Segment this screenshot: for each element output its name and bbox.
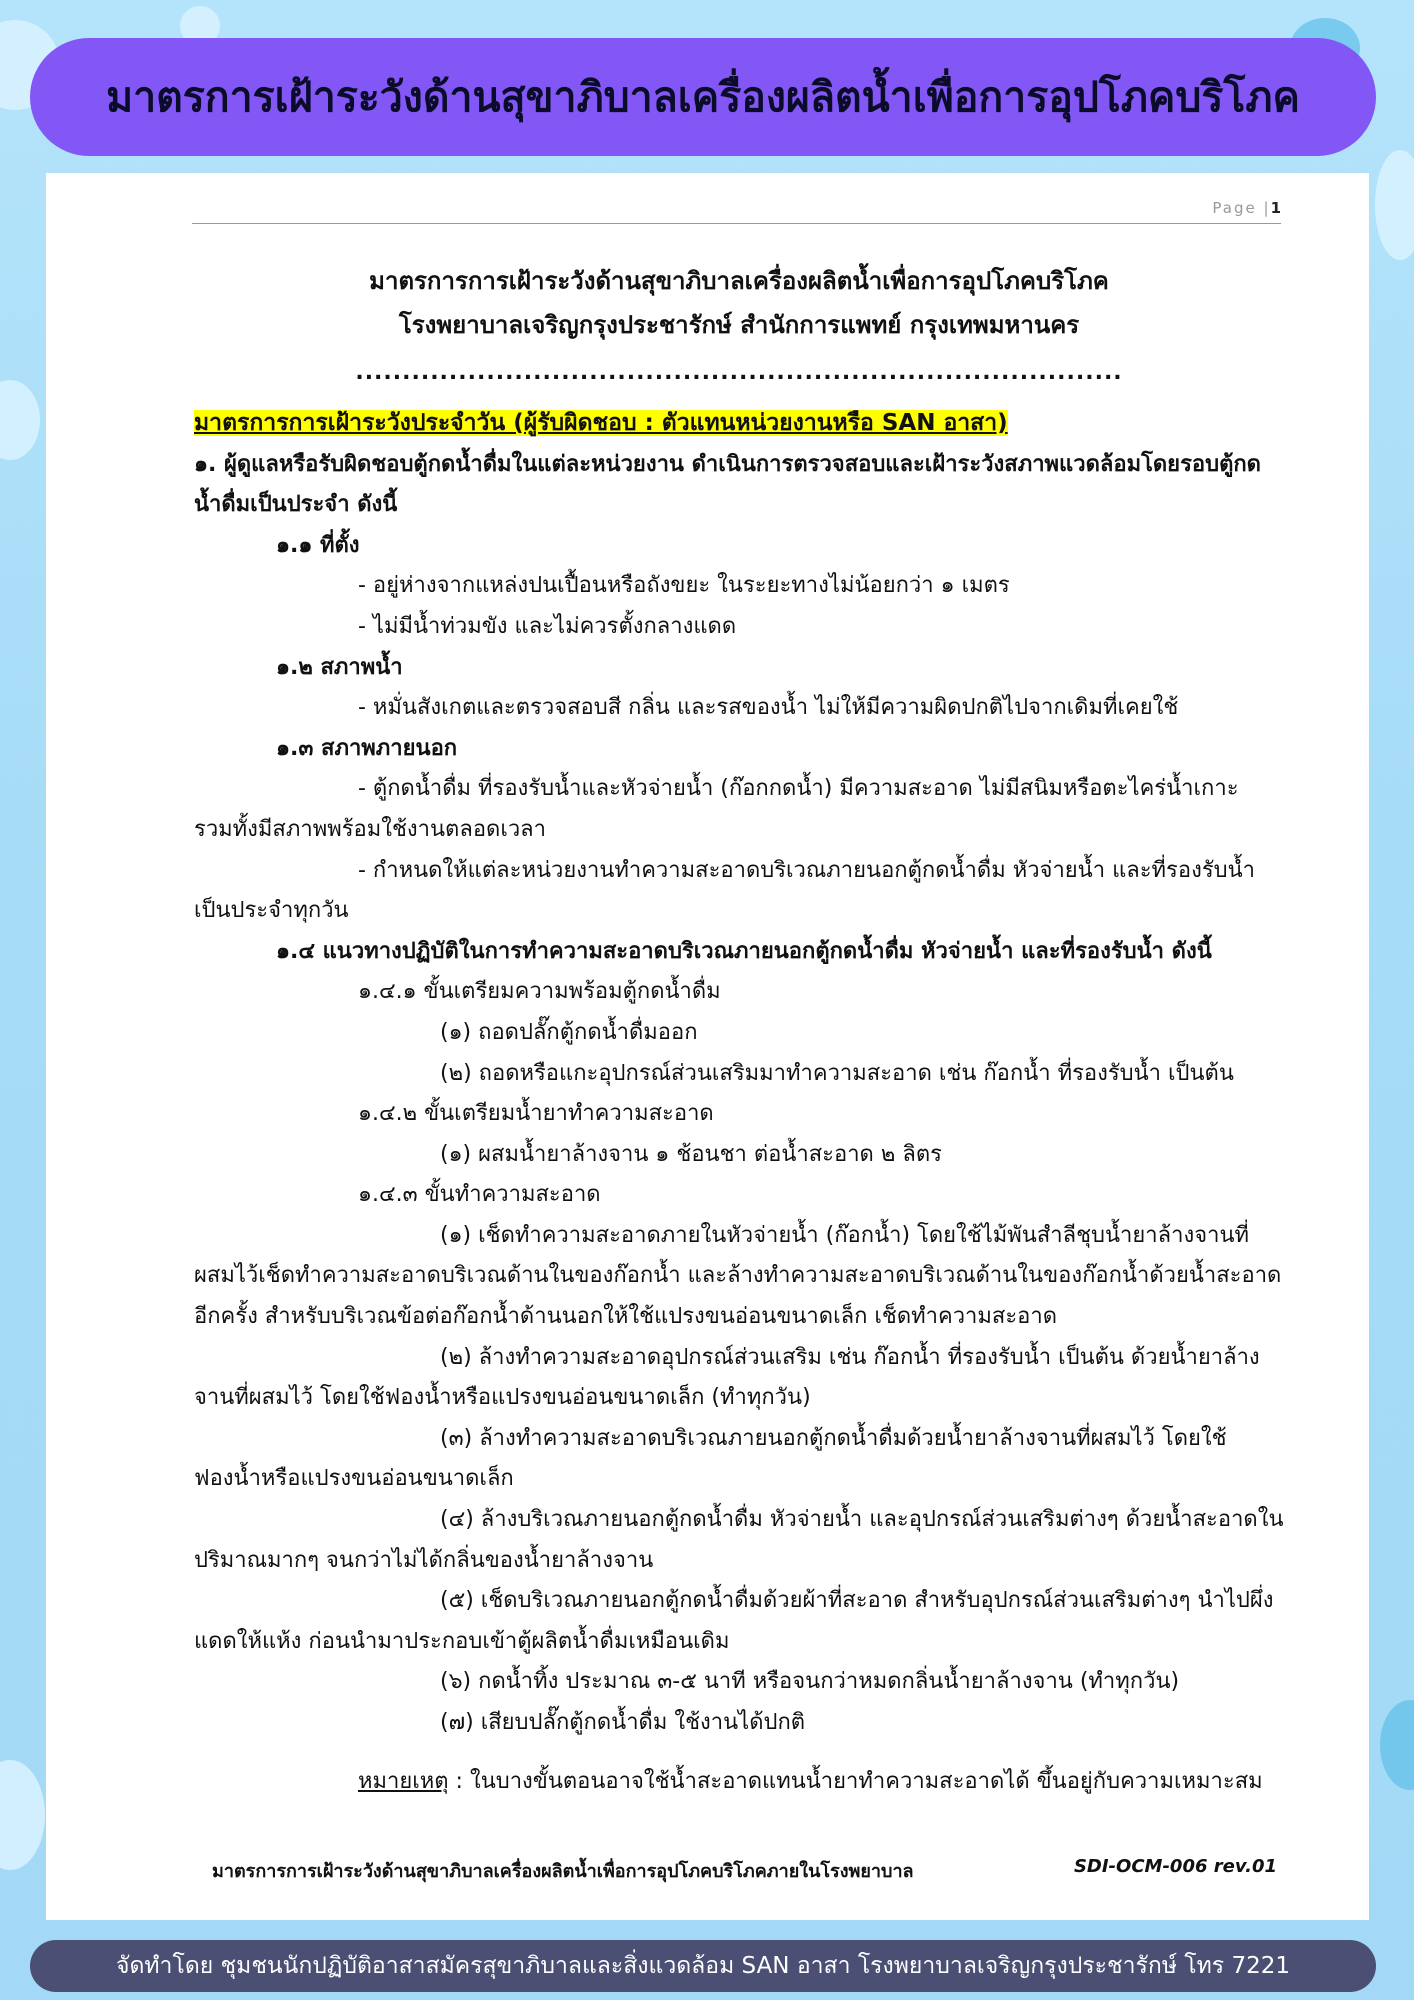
water-splash-decoration (0, 380, 40, 460)
bullet-1-3-a: - ตู้กดน้ำดื่ม ที่รองรับน้ำและหัวจ่ายน้ำ (ก๊อกกดน้ำ) มีความสะอาด ไม่มีสนิมหรือตะไคร่น้ำเกาะ รวมทั้งมีสภาพพร้อมใช้งานตลอดเวลา (194, 776, 1239, 842)
step-1-4-1-2: (๒) ถอดหรือแกะอุปกรณ์ส่วนเสริมมาทำความสะอาด เช่น ก๊อกน้ำ ที่รองรับน้ำ เป็นต้น (440, 1060, 1234, 1086)
water-splash-decoration (0, 1760, 45, 1870)
step-1-4-3-6: (๖) กดน้ำทิ้ง ประมาณ ๓-๕ นาที หรือจนกว่าหมดกลิ่นน้ำยาล้างจาน (ทำทุกวัน) (440, 1669, 1180, 1695)
title-separator: .................................................................................. (355, 360, 1123, 385)
heading-1-2: ๑.๒ สภาพน้ำ (276, 654, 403, 680)
heading-1-4-2: ๑.๔.๒ ขั้นเตรียมน้ำยาทำความสะอาด (358, 1101, 714, 1127)
step-1-4-3-4: (๔) ล้างบริเวณภายนอกตู้กดน้ำดื่ม หัวจ่ายน้ำ และอุปกรณ์ส่วนเสริมต่างๆ ด้วยน้ำสะอาดในปริมาณมากๆ จนกว่าไม่ได้กลิ่นของน้ำยาล้างจาน (194, 1507, 1284, 1573)
heading-1-4: ๑.๔ แนวทางปฏิบัติในการทำความสะอาดบริเวณภายนอกตู้กดน้ำดื่ม หัวจ่ายน้ำ และที่รองรับน้ำ ดังนี้ (276, 938, 1212, 964)
title-banner (30, 38, 1376, 156)
document-code: SDI-OCM-006 rev.01 (1073, 1856, 1277, 1877)
step-1-4-3-7: (๗) เสียบปลั๊กตู้กดน้ำดื่ม ใช้งานได้ปกติ (440, 1710, 806, 1735)
section-heading: มาตรการการเฝ้าระวังประจำวัน (ผู้รับผิดชอบ : ตัวแทนหน่วยงานหรือ SAN อาสา) (194, 410, 1008, 436)
bullet-1-1-b: - ไม่มีน้ำท่วมขัง และไม่ควรตั้งกลางแดด (358, 613, 737, 639)
page-word: Page (1212, 199, 1257, 217)
document-footer (212, 1856, 1277, 1885)
bullet-1-1-a: - อยู่ห่างจากแหล่งปนเปื้อนหรือถังขยะ ในระยะทางไม่น้อยกว่า ๑ เมตร (358, 573, 1010, 599)
banner-title: มาตรการเฝ้าระวังด้านสุขาภิบาลเครื่องผลิตน้ำเพื่อการอุปโภคบริโภค (106, 72, 1300, 121)
water-splash-decoration (1375, 150, 1414, 260)
step-1-4-3-5: (๕) เช็ดบริเวณภายนอกตู้กดน้ำดื่มด้วยผ้าที่สะอาด สำหรับอุปกรณ์ส่วนเสริมต่างๆ นำไปผึ่งแดดให้แห้ง ก่อนนำมาประกอบเข้าตู้ผลิตน้ำดื่มเหมือนเดิม (194, 1588, 1274, 1654)
doc-title-line1: มาตรการการเฝ้าระวังด้านสุขาภิบาลเครื่องผลิตน้ำเพื่อการอุปโภคบริโภค (369, 267, 1109, 295)
note-label: หมายเหตุ (358, 1768, 449, 1794)
bullet-1-2-a: - หมั่นสังเกตและตรวจสอบสี กลิ่น และรสของน้ำ ไม่ให้มีความผิดปกติไปจากเดิมที่เคยใช้ (358, 695, 1179, 721)
credit-bar (30, 1940, 1376, 1992)
item-1: ๑. ผู้ดูแลหรือรับผิดชอบตู้กดน้ำดื่มในแต่ละหน่วยงาน ดำเนินการตรวจสอบและเฝ้าระวังสภาพแวดล้อมโดยรอบตู้กดน้ำดื่มเป็นประจำ ดังนี้ (194, 451, 1261, 518)
step-1-4-2-1: (๑) ผสมน้ำยาล้างจาน ๑ ช้อนชา ต่อน้ำสะอาด ๒ ลิตร (440, 1141, 942, 1167)
header-rule (192, 223, 1281, 224)
heading-1-4-1: ๑.๔.๑ ขั้นเตรียมความพร้อมตู้กดน้ำดื่ม (358, 979, 721, 1005)
document-body (194, 259, 1284, 1802)
heading-1-3: ๑.๓ สภาพภายนอก (276, 735, 458, 761)
step-1-4-3-1: (๑) เช็ดทำความสะอาดภายในหัวจ่ายน้ำ (ก๊อกน้ำ) โดยใช้ไม้พันสำลีชุบน้ำยาล้างจานที่ผสมไว้เช็ดทำความสะอาดบริเวณด้านในของก๊อกน้ำ และล้างทำความสะอาดบริเวณด้านในของก๊อกน้ำด้วยน้ำสะอาดอีกครั้ง สำหรับบริเวณข้อต่อก๊อกน้ำด้านนอกให้ใช้แปรงขนอ่อนขนาดเล็ก เช็ดทำความสะอาด (194, 1222, 1282, 1330)
note (194, 1762, 1284, 1803)
page-number-value: 1 (1270, 199, 1281, 217)
water-splash-decoration (1380, 1700, 1414, 1790)
step-1-4-3-3: (๓) ล้างทำความสะอาดบริเวณภายนอกตู้กดน้ำดื่มด้วยน้ำยาล้างจานที่ผสมไว้ โดยใช้ฟองน้ำหรือแปรงขนอ่อนขนาดเล็ก (194, 1425, 1227, 1492)
step-1-4-3-2: (๒) ล้างทำความสะอาดอุปกรณ์ส่วนเสริม เช่น ก๊อกน้ำ ที่รองรับน้ำ เป็นต้น ด้วยน้ำยาล้างจานที่ผสมไว้ โดยใช้ฟองน้ำหรือแปรงขนอ่อนขนาดเล็ก (ทำทุกวัน) (194, 1344, 1260, 1411)
credit-text: จัดทำโดย ชุมชนนักปฏิบัติอาสาสมัครสุขาภิบาลและสิ่งแวดล้อม SAN อาสา โรงพยาบาลเจริญกรุงประชารักษ์ โทร 7221 (115, 1953, 1291, 1979)
note-text: : ในบางขั้นตอนอาจใช้น้ำสะอาดแทนน้ำยาทำความสะอาดได้ ขึ้นอยู่กับความเหมาะสม (448, 1768, 1263, 1794)
bullet-1-3-b: - กำหนดให้แต่ละหน่วยงานทำความสะอาดบริเวณภายนอกตู้กดน้ำดื่ม หัวจ่ายน้ำ และที่รองรับน้ำ เป็นประจำทุกวัน (194, 857, 1255, 924)
step-1-4-1-1: (๑) ถอดปลั๊กตู้กดน้ำดื่มออก (440, 1019, 698, 1045)
document-page (46, 173, 1369, 1920)
heading-1-1: ๑.๑ ที่ตั้ง (276, 532, 360, 558)
page-number: Page |1 (1212, 199, 1281, 217)
footer-title: มาตรการการเฝ้าระวังด้านสุขาภิบาลเครื่องผลิตน้ำเพื่อการอุปโภคบริโภคภายในโรงพยาบาล (212, 1861, 914, 1882)
doc-title-line2: โรงพยาบาลเจริญกรุงประชารักษ์ สำนักการแพทย์ กรุงเทพมหานคร (398, 311, 1080, 339)
heading-1-4-3: ๑.๔.๓ ขั้นทำความสะอาด (358, 1182, 601, 1208)
